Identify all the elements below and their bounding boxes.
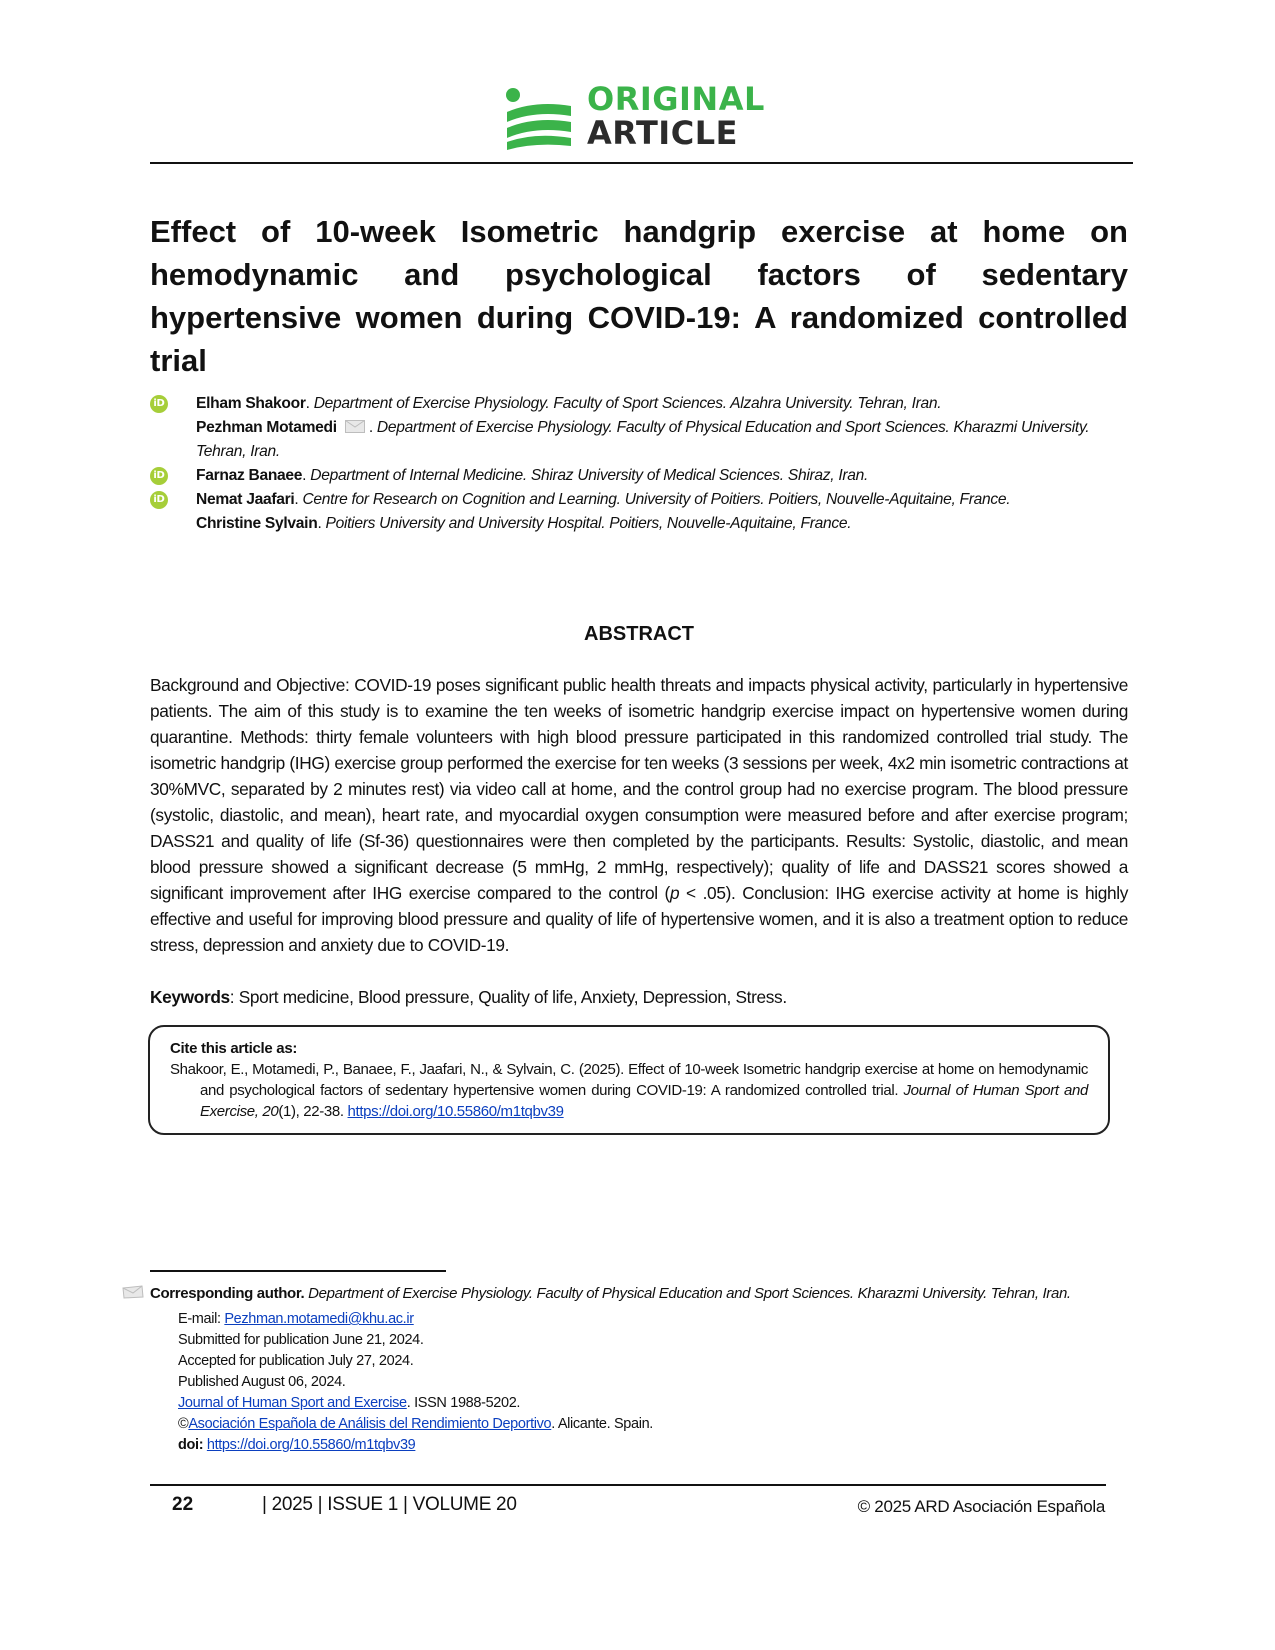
abstract-heading: ABSTRACT (584, 623, 694, 645)
accepted-date: Accepted for publication July 27, 2024. (178, 1353, 414, 1369)
publication-details (150, 1309, 1110, 1456)
logo-line-original: ORIGINAL (587, 80, 765, 118)
keywords (150, 984, 1128, 1010)
footnote (150, 1283, 1110, 1456)
author-entry: Pezhman Motamedi . Department of Exercise Physiology. Faculty of Physical Education and Sport Sciences. Kharazmi University. Tehran, Iran. (196, 419, 1090, 460)
envelope-icon (345, 420, 365, 433)
author-name: Pezhman Motamedi (196, 419, 337, 436)
p-value-symbol: p (669, 883, 680, 903)
author-affiliation: Poitiers University and University Hospital. Poitiers, Nouvelle-Aquitaine, France. (325, 515, 852, 532)
author-entry: iD Elham Shakoor. Department of Exercise Physiology. Faculty of Sport Sciences. Alzahra University. Tehran, Iran. (150, 392, 1140, 416)
author-name: Elham Shakoor (196, 395, 306, 412)
author-affiliation: Centre for Research on Cognition and Learning. University of Poitiers. Poitiers, Nouvelle-Aquitaine, France. (302, 491, 1011, 508)
footnote-divider (150, 1270, 446, 1272)
abstract-body-end: < .05). Conclusion: IHG exercise activity at home is highly effective and useful for improving blood pressure and quality of life of hypertensive women, and it is also a treatment option to reduce stress, depression and anxiety due to COVID-19. (150, 883, 1129, 955)
copyright-symbol: © (178, 1416, 189, 1432)
issn: . ISSN 1988-5202. (406, 1395, 521, 1411)
email-label: E-mail: (178, 1311, 225, 1327)
article-title: Effect of 10-week Isometric handgrip exercise at home on hemodynamic and psychological factors of sedentary hypertensive women during COVID-19: A randomized controlled trial (150, 214, 1128, 378)
citation-doi-link[interactable]: https://doi.org/10.55860/m1tqbv39 (347, 1103, 564, 1120)
logo-line-article: ARTICLE (587, 114, 738, 152)
doi-line (178, 1435, 1110, 1456)
citation-heading: Cite this article as: (170, 1040, 298, 1057)
submitted-date: Submitted for publication June 21, 2024. (178, 1332, 424, 1348)
footer-divider (150, 1484, 1106, 1486)
author-affiliation: Department of Internal Medicine. Shiraz University of Medical Sciences. Shiraz, Iran. (310, 467, 869, 484)
keywords-list: : Sport medicine, Blood pressure, Quality of life, Anxiety, Depression, Stress. (229, 987, 787, 1007)
author-affiliation: Department of Exercise Physiology. Faculty of Physical Education and Sport Sciences. Kharazmi University. Tehran, Iran. (196, 419, 1090, 460)
original-article-logo (505, 80, 775, 154)
author-name: Christine Sylvain (196, 515, 318, 532)
corresponding-author-label: Corresponding author. (150, 1285, 305, 1302)
journal-line (178, 1393, 1110, 1414)
envelope-icon (122, 1285, 144, 1299)
corresponding-author-note (150, 1283, 1110, 1305)
page-header (150, 80, 1133, 164)
author-affiliation: Department of Exercise Physiology. Faculty of Sport Sciences. Alzahra University. Tehran, Iran. (313, 395, 942, 412)
corresponding-author-affiliation: Department of Exercise Physiology. Faculty of Physical Education and Sport Sciences. Kharazmi University. Tehran, Iran. (304, 1285, 1071, 1302)
orcid-icon[interactable]: iD (150, 395, 168, 413)
email-line (178, 1309, 1110, 1330)
logo-stripes-icon (505, 86, 575, 150)
doi-link[interactable]: https://doi.org/10.55860/m1tqbv39 (206, 1437, 416, 1453)
logo-text (587, 82, 765, 150)
citation-issue-pages: (1), 22-38. (278, 1103, 348, 1120)
footer-copyright: © 2025 ARD Asociación Española (857, 1497, 1105, 1516)
published-date: Published August 06, 2024. (178, 1374, 346, 1390)
author-entry: iD Nemat Jaafari. Centre for Research on Cognition and Learning. University of Poitiers. Poitiers, Nouvelle-Aquitaine, France. (150, 488, 1140, 512)
abstract-text (150, 672, 1128, 958)
association-location: . Alicante. Spain. (551, 1416, 653, 1432)
association-line (178, 1414, 1110, 1435)
citation-body: Shakoor, E., Motamedi, P., Banaee, F., Jaafari, N., & Sylvain, C. (2025). Effect of 10-week Isometric handgrip exercise at home on hemodynamic and psychological factors of sedentary hypertensive women during COVID-19: A randomized controlled trial. (170, 1061, 1088, 1099)
journal-link[interactable]: Journal of Human Sport and Exercise (178, 1395, 407, 1411)
association-link[interactable]: Asociación Española de Análisis del Rendimiento Deportivo (188, 1416, 552, 1432)
page-number: 22 (172, 1494, 194, 1515)
author-list (150, 392, 1140, 536)
issue-info: | 2025 | ISSUE 1 | VOLUME 20 (262, 1494, 517, 1515)
header-divider (150, 162, 1133, 164)
author-entry: Christine Sylvain. Poitiers University and University Hospital. Poitiers, Nouvelle-Aquitaine, France. (196, 515, 852, 532)
abstract-body: Background and Objective: COVID-19 poses significant public health threats and impacts physical activity, particularly in hypertensive patients. The aim of this study is to examine the ten weeks of isometric handgrip exercise impact on hypertensive women during quarantine. Methods: thirty female volunteers with high blood pressure participated in this randomized controlled trial study. The isometric handgrip (IHG) exercise group performed the exercise for ten weeks (3 sessions per week, 4x2 min isometric contractions at 30%MVC, separated by 2 minutes rest) via video call at home, and the control group had no exercise program. The blood pressure (systolic, diastolic, and mean), heart rate, and myocardial oxygen consumption were measured before and after exercise program; DASS21 and quality of life (Sf-36) questionnaires were then completed by the participants. Results: Systolic, diastolic, and mean blood pressure showed a significant decrease (5 mmHg, 2 mmHg, respectively); quality of life and DASS21 scores showed a significant improvement after IHG exercise compared to the control ( (150, 675, 1128, 903)
author-name: Nemat Jaafari (196, 491, 295, 508)
keywords-label: Keywords (150, 987, 230, 1007)
citation-text (170, 1059, 1088, 1122)
author-entry: iD Farnaz Banaee. Department of Internal Medicine. Shiraz University of Medical Sciences. Shiraz, Iran. (150, 464, 1140, 488)
citation-box (148, 1025, 1110, 1135)
orcid-icon[interactable]: iD (150, 491, 168, 509)
orcid-icon[interactable]: iD (150, 467, 168, 485)
email-link[interactable]: Pezhman.motamedi@khu.ac.ir (224, 1311, 414, 1327)
citation-journal: Journal of Human Sport and Exercise, 20 (200, 1082, 1088, 1120)
doi-label: doi: (178, 1437, 207, 1453)
author-name: Farnaz Banaee (196, 467, 303, 484)
